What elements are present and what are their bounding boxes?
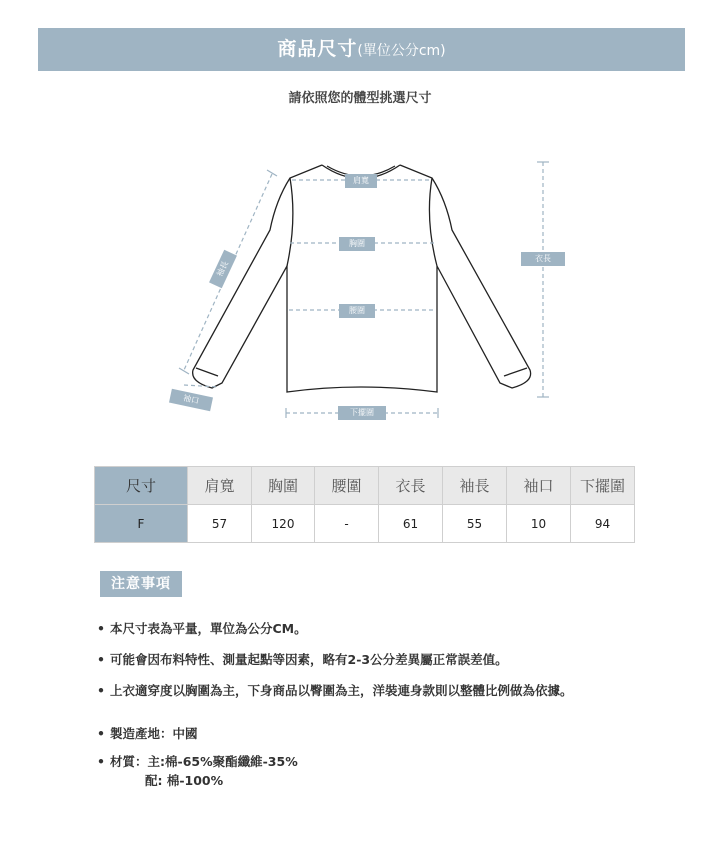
material-item: • 材質：主:棉-65%聚酯纖維-35% (97, 754, 298, 769)
header-unit: (單位公分cm) (357, 43, 446, 59)
notes-title: 注意事項 (100, 571, 182, 597)
header-cell: 肩寬 (188, 467, 252, 505)
header-cell: 下擺圍 (571, 467, 635, 505)
value-cell: 61 (379, 505, 443, 543)
header-cell: 衣長 (379, 467, 443, 505)
value-cell: 57 (188, 505, 252, 543)
label-sleeve: 袖長 (209, 250, 237, 289)
material-label: 材質： (110, 754, 148, 769)
header-title: 商品尺寸 (277, 38, 358, 60)
note-item: • 本尺寸表為平量，單位為公分CM。 (97, 621, 307, 636)
note-text: 上衣適穿度以胸圍為主，下身商品以臀圍為主，洋裝連身款則以整體比例做為依據。 (110, 683, 573, 698)
origin-item: • 製造產地：中國 (97, 726, 198, 741)
header-cell: 尺寸 (95, 467, 188, 505)
material-sub: 配: 棉-100% (145, 773, 224, 788)
value-cell: 10 (507, 505, 571, 543)
size-chart-header (38, 28, 685, 71)
origin-text: 製造產地：中國 (110, 726, 198, 741)
note-item: • 可能會因布料特性、測量起點等因素，略有2-3公分差異屬正常誤差值。 (97, 652, 508, 667)
header-cell: 胸圍 (252, 467, 315, 505)
value-cell: 55 (443, 505, 507, 543)
note-item: • 上衣適穿度以胸圍為主，下身商品以臀圍為主，洋裝連身款則以整體比例做為依據。 (97, 683, 573, 698)
size-table (94, 466, 635, 543)
header-cell: 袖長 (443, 467, 507, 505)
size-table-row (95, 505, 635, 543)
header-cell: 袖口 (507, 467, 571, 505)
note-text: 本尺寸表為平量，單位為公分CM。 (110, 621, 307, 636)
shirt-outline (193, 165, 531, 392)
value-cell: - (315, 505, 379, 543)
measure-ticks (179, 162, 549, 418)
value-cell: 120 (252, 505, 315, 543)
subtitle: 請依照您的體型挑選尺寸 (288, 91, 432, 106)
size-cell: F (95, 505, 188, 543)
note-text: 可能會因布料特性、測量起點等因素，略有2-3公分差異屬正常誤差值。 (110, 652, 508, 667)
label-cuff: 袖口 (169, 389, 213, 411)
label-shoulder: 肩寬 (345, 174, 377, 188)
label-chest: 胸圍 (339, 237, 375, 251)
header-cell: 腰圍 (315, 467, 379, 505)
material-main: 主:棉-65%聚酯纖維-35% (147, 754, 298, 769)
size-table-header-row (95, 467, 635, 505)
label-hem: 下擺圍 (338, 406, 386, 420)
value-cell: 94 (571, 505, 635, 543)
label-waist: 腰圍 (339, 304, 375, 318)
label-length: 衣長 (521, 252, 565, 266)
